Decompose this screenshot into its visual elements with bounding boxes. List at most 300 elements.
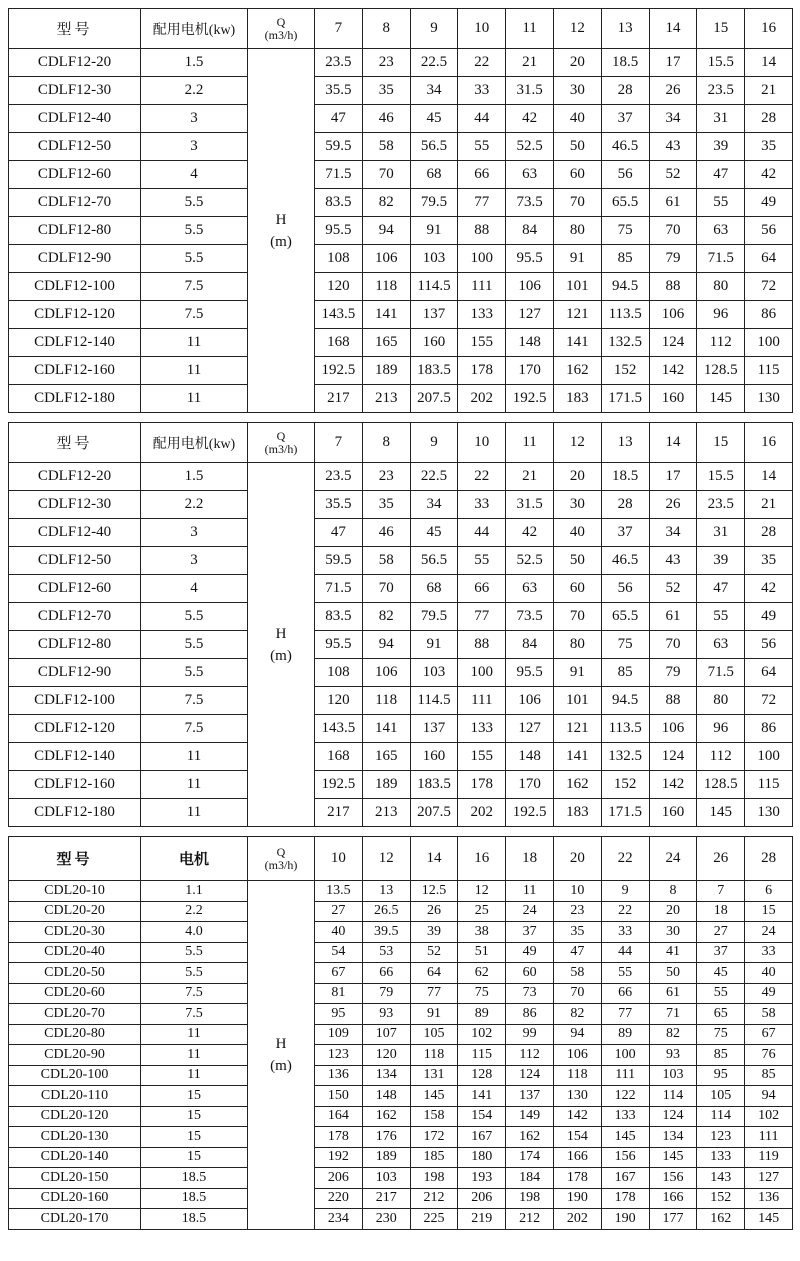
table-row bbox=[9, 217, 793, 245]
head-value-cell: 172 bbox=[410, 1127, 458, 1148]
head-value-cell: 63 bbox=[506, 575, 554, 603]
head-value-cell: 42 bbox=[745, 575, 793, 603]
head-value-cell: 94 bbox=[362, 631, 410, 659]
head-value-cell: 77 bbox=[458, 189, 506, 217]
head-value-cell: 141 bbox=[362, 301, 410, 329]
flow-symbol: Q bbox=[276, 14, 286, 29]
head-value-cell: 185 bbox=[410, 1147, 458, 1168]
head-value-cell: 160 bbox=[410, 743, 458, 771]
head-value-cell: 164 bbox=[315, 1106, 363, 1127]
head-value-cell: 192 bbox=[315, 1147, 363, 1168]
head-value-cell: 105 bbox=[697, 1086, 745, 1107]
head-value-cell: 167 bbox=[458, 1127, 506, 1148]
head-value-cell: 58 bbox=[362, 133, 410, 161]
head-value-cell: 22.5 bbox=[410, 49, 458, 77]
table-row bbox=[9, 603, 793, 631]
motor-cell: 11 bbox=[141, 743, 248, 771]
head-value-cell: 213 bbox=[362, 799, 410, 827]
motor-cell: 5.5 bbox=[141, 245, 248, 273]
model-cell: CDLF12-20 bbox=[9, 463, 141, 491]
head-value-cell: 44 bbox=[601, 942, 649, 963]
model-cell: CDL20-90 bbox=[9, 1045, 141, 1066]
head-value-cell: 106 bbox=[362, 659, 410, 687]
head-value-cell: 102 bbox=[458, 1024, 506, 1045]
head-value-cell: 162 bbox=[362, 1106, 410, 1127]
header-row bbox=[9, 423, 793, 463]
head-value-cell: 124 bbox=[649, 1106, 697, 1127]
head-value-cell: 86 bbox=[745, 301, 793, 329]
head-value-cell: 136 bbox=[745, 1188, 793, 1209]
head-value-cell: 23 bbox=[362, 463, 410, 491]
model-cell: CDL20-10 bbox=[9, 881, 141, 902]
model-cell: CDL20-120 bbox=[9, 1106, 141, 1127]
head-value-cell: 101 bbox=[553, 273, 601, 301]
head-value-cell: 54 bbox=[315, 942, 363, 963]
head-value-cell: 212 bbox=[506, 1209, 554, 1230]
head-value-cell: 61 bbox=[649, 189, 697, 217]
head-value-cell: 183.5 bbox=[410, 771, 458, 799]
head-value-cell: 47 bbox=[697, 575, 745, 603]
head-value-cell: 66 bbox=[362, 963, 410, 984]
head-value-cell: 123 bbox=[315, 1045, 363, 1066]
head-value-cell: 217 bbox=[315, 385, 363, 413]
head-value-cell: 79 bbox=[649, 659, 697, 687]
head-value-cell: 37 bbox=[697, 942, 745, 963]
head-value-cell: 113.5 bbox=[601, 715, 649, 743]
head-value-cell: 76 bbox=[745, 1045, 793, 1066]
head-value-cell: 79 bbox=[649, 245, 697, 273]
head-value-cell: 183 bbox=[553, 385, 601, 413]
head-value-cell: 100 bbox=[745, 329, 793, 357]
head-value-cell: 35.5 bbox=[315, 77, 363, 105]
head-value-cell: 96 bbox=[697, 301, 745, 329]
head-value-cell: 70 bbox=[553, 983, 601, 1004]
model-cell: CDL20-140 bbox=[9, 1147, 141, 1168]
table-row bbox=[9, 1106, 793, 1127]
head-value-cell: 145 bbox=[745, 1209, 793, 1230]
head-value-cell: 67 bbox=[315, 963, 363, 984]
flow-value-header: 11 bbox=[506, 9, 554, 49]
head-value-cell: 14 bbox=[745, 463, 793, 491]
head-value-cell: 47 bbox=[315, 519, 363, 547]
head-value-cell: 23.5 bbox=[697, 491, 745, 519]
head-value-cell: 119 bbox=[745, 1147, 793, 1168]
head-value-cell: 106 bbox=[506, 273, 554, 301]
table-row bbox=[9, 547, 793, 575]
head-value-cell: 103 bbox=[410, 245, 458, 273]
flow-value-header: 12 bbox=[362, 837, 410, 881]
head-value-cell: 22 bbox=[458, 463, 506, 491]
head-value-cell: 64 bbox=[745, 245, 793, 273]
head-value-cell: 23 bbox=[553, 901, 601, 922]
head-value-cell: 142 bbox=[553, 1106, 601, 1127]
head-value-cell: 42 bbox=[745, 161, 793, 189]
head-value-cell: 80 bbox=[553, 217, 601, 245]
head-value-cell: 102 bbox=[745, 1106, 793, 1127]
head-value-cell: 111 bbox=[458, 687, 506, 715]
flow-value-header: 20 bbox=[553, 837, 601, 881]
flow-value-header: 18 bbox=[506, 837, 554, 881]
head-value-cell: 131 bbox=[410, 1065, 458, 1086]
model-header: 型号 bbox=[9, 423, 141, 463]
head-value-cell: 10 bbox=[553, 881, 601, 902]
head-value-cell: 113.5 bbox=[601, 301, 649, 329]
head-value-cell: 137 bbox=[410, 715, 458, 743]
motor-cell: 15 bbox=[141, 1106, 248, 1127]
table-row bbox=[9, 133, 793, 161]
head-value-cell: 148 bbox=[506, 329, 554, 357]
head-value-cell: 103 bbox=[410, 659, 458, 687]
head-value-cell: 106 bbox=[506, 687, 554, 715]
head-value-cell: 128 bbox=[458, 1065, 506, 1086]
head-value-cell: 13.5 bbox=[315, 881, 363, 902]
head-value-cell: 70 bbox=[649, 217, 697, 245]
head-value-cell: 189 bbox=[362, 357, 410, 385]
head-symbol: H bbox=[275, 211, 287, 228]
head-unit: (m) bbox=[270, 1057, 292, 1074]
head-value-cell: 12 bbox=[458, 881, 506, 902]
head-value-cell: 234 bbox=[315, 1209, 363, 1230]
head-value-cell: 86 bbox=[745, 715, 793, 743]
model-cell: CDLF12-20 bbox=[9, 49, 141, 77]
model-cell: CDLF12-90 bbox=[9, 659, 141, 687]
table-row bbox=[9, 189, 793, 217]
head-value-cell: 64 bbox=[745, 659, 793, 687]
head-value-cell: 23.5 bbox=[315, 463, 363, 491]
head-value-cell: 154 bbox=[553, 1127, 601, 1148]
head-value-cell: 41 bbox=[649, 942, 697, 963]
flow-value-header: 12 bbox=[553, 9, 601, 49]
table-row bbox=[9, 1065, 793, 1086]
head-value-cell: 95 bbox=[697, 1065, 745, 1086]
head-value-cell: 156 bbox=[649, 1168, 697, 1189]
head-value-cell: 206 bbox=[458, 1188, 506, 1209]
head-value-cell: 118 bbox=[553, 1065, 601, 1086]
head-value-cell: 88 bbox=[649, 687, 697, 715]
flow-unit: (m3/h) bbox=[264, 857, 298, 872]
head-value-cell: 59.5 bbox=[315, 547, 363, 575]
motor-cell: 1.1 bbox=[141, 881, 248, 902]
head-value-cell: 37 bbox=[506, 922, 554, 943]
table-row bbox=[9, 1168, 793, 1189]
flow-value-header: 13 bbox=[601, 423, 649, 463]
flow-value-header: 11 bbox=[506, 423, 554, 463]
flow-value-header: 15 bbox=[697, 423, 745, 463]
head-value-cell: 83.5 bbox=[315, 603, 363, 631]
head-value-cell: 88 bbox=[458, 217, 506, 245]
head-value-cell: 128.5 bbox=[697, 771, 745, 799]
flow-value-header: 9 bbox=[410, 9, 458, 49]
model-cell: CDL20-170 bbox=[9, 1209, 141, 1230]
head-value-cell: 192.5 bbox=[506, 799, 554, 827]
model-cell: CDLF12-40 bbox=[9, 519, 141, 547]
head-value-cell: 118 bbox=[362, 687, 410, 715]
flow-symbol: Q bbox=[276, 428, 286, 443]
head-value-cell: 111 bbox=[745, 1127, 793, 1148]
head-value-cell: 217 bbox=[315, 799, 363, 827]
head-value-cell: 183.5 bbox=[410, 357, 458, 385]
head-value-cell: 77 bbox=[410, 983, 458, 1004]
head-value-cell: 56 bbox=[745, 631, 793, 659]
head-value-cell: 150 bbox=[315, 1086, 363, 1107]
head-value-cell: 190 bbox=[553, 1188, 601, 1209]
head-value-cell: 178 bbox=[458, 357, 506, 385]
head-value-cell: 58 bbox=[362, 547, 410, 575]
head-value-cell: 106 bbox=[649, 301, 697, 329]
model-cell: CDLF12-50 bbox=[9, 133, 141, 161]
head-value-cell: 21 bbox=[506, 463, 554, 491]
model-cell: CDLF12-120 bbox=[9, 301, 141, 329]
pump-spec-table-2 bbox=[8, 422, 793, 827]
head-value-cell: 142 bbox=[649, 771, 697, 799]
head-value-cell: 52 bbox=[649, 575, 697, 603]
head-value-cell: 62 bbox=[458, 963, 506, 984]
head-value-cell: 103 bbox=[649, 1065, 697, 1086]
motor-cell: 2.2 bbox=[141, 491, 248, 519]
head-value-cell: 51 bbox=[458, 942, 506, 963]
head-value-cell: 49 bbox=[745, 603, 793, 631]
head-value-cell: 50 bbox=[553, 547, 601, 575]
head-value-cell: 89 bbox=[601, 1024, 649, 1045]
head-value-cell: 82 bbox=[362, 189, 410, 217]
head-value-cell: 85 bbox=[745, 1065, 793, 1086]
head-value-cell: 148 bbox=[506, 743, 554, 771]
header-row bbox=[9, 9, 793, 49]
head-value-cell: 37 bbox=[601, 105, 649, 133]
motor-cell: 5.5 bbox=[141, 631, 248, 659]
head-value-cell: 23 bbox=[362, 49, 410, 77]
head-value-cell: 55 bbox=[458, 547, 506, 575]
head-value-cell: 106 bbox=[553, 1045, 601, 1066]
head-value-cell: 55 bbox=[697, 189, 745, 217]
head-value-cell: 70 bbox=[362, 575, 410, 603]
head-value-cell: 80 bbox=[697, 273, 745, 301]
motor-cell: 11 bbox=[141, 329, 248, 357]
table-row bbox=[9, 1188, 793, 1209]
flow-unit: (m3/h) bbox=[264, 27, 298, 42]
model-cell: CDL20-130 bbox=[9, 1127, 141, 1148]
model-cell: CDLF12-180 bbox=[9, 385, 141, 413]
head-value-cell: 65.5 bbox=[601, 189, 649, 217]
head-value-cell: 166 bbox=[649, 1188, 697, 1209]
flow-value-header: 16 bbox=[745, 423, 793, 463]
head-value-cell: 155 bbox=[458, 743, 506, 771]
model-cell: CDLF12-100 bbox=[9, 273, 141, 301]
head-value-cell: 61 bbox=[649, 983, 697, 1004]
head-value-cell: 24 bbox=[506, 901, 554, 922]
head-value-cell: 118 bbox=[362, 273, 410, 301]
head-value-cell: 33 bbox=[745, 942, 793, 963]
head-value-cell: 177 bbox=[649, 1209, 697, 1230]
model-cell: CDLF12-80 bbox=[9, 631, 141, 659]
head-value-cell: 124 bbox=[649, 329, 697, 357]
head-value-cell: 64 bbox=[410, 963, 458, 984]
head-value-cell: 141 bbox=[362, 715, 410, 743]
head-value-cell: 49 bbox=[745, 983, 793, 1004]
motor-cell: 15 bbox=[141, 1127, 248, 1148]
head-value-cell: 154 bbox=[458, 1106, 506, 1127]
head-value-cell: 31 bbox=[697, 105, 745, 133]
head-value-cell: 58 bbox=[553, 963, 601, 984]
head-value-cell: 165 bbox=[362, 743, 410, 771]
head-value-cell: 127 bbox=[745, 1168, 793, 1189]
head-value-cell: 35 bbox=[362, 491, 410, 519]
head-value-cell: 60 bbox=[506, 963, 554, 984]
head-value-cell: 31 bbox=[697, 519, 745, 547]
head-value-cell: 180 bbox=[458, 1147, 506, 1168]
model-header: 型号 bbox=[9, 837, 141, 881]
motor-cell: 5.5 bbox=[141, 659, 248, 687]
head-value-cell: 112 bbox=[506, 1045, 554, 1066]
head-value-cell: 71.5 bbox=[697, 245, 745, 273]
head-value-cell: 120 bbox=[315, 687, 363, 715]
head-value-cell: 155 bbox=[458, 329, 506, 357]
head-value-cell: 37 bbox=[601, 519, 649, 547]
head-value-cell: 230 bbox=[362, 1209, 410, 1230]
table-row bbox=[9, 273, 793, 301]
head-value-cell: 13 bbox=[362, 881, 410, 902]
head-value-cell: 137 bbox=[506, 1086, 554, 1107]
flow-value-header: 15 bbox=[697, 9, 745, 49]
head-value-cell: 40 bbox=[315, 922, 363, 943]
model-cell: CDLF12-90 bbox=[9, 245, 141, 273]
motor-cell: 11 bbox=[141, 1065, 248, 1086]
head-value-cell: 52 bbox=[410, 942, 458, 963]
head-value-cell: 94 bbox=[362, 217, 410, 245]
head-value-cell: 145 bbox=[649, 1147, 697, 1168]
head-value-cell: 132.5 bbox=[601, 743, 649, 771]
head-value-cell: 171.5 bbox=[601, 385, 649, 413]
model-cell: CDLF12-50 bbox=[9, 547, 141, 575]
table-row bbox=[9, 631, 793, 659]
motor-cell: 5.5 bbox=[141, 217, 248, 245]
head-value-cell: 134 bbox=[362, 1065, 410, 1086]
model-cell: CDLF12-140 bbox=[9, 329, 141, 357]
head-value-cell: 162 bbox=[506, 1127, 554, 1148]
head-value-cell: 52.5 bbox=[506, 547, 554, 575]
head-value-cell: 91 bbox=[410, 217, 458, 245]
head-value-cell: 23.5 bbox=[315, 49, 363, 77]
head-value-cell: 162 bbox=[553, 771, 601, 799]
flow-value-header: 14 bbox=[649, 9, 697, 49]
head-value-cell: 24 bbox=[745, 922, 793, 943]
head-value-cell: 189 bbox=[362, 771, 410, 799]
head-value-cell: 40 bbox=[745, 963, 793, 984]
head-value-cell: 88 bbox=[458, 631, 506, 659]
head-value-cell: 213 bbox=[362, 385, 410, 413]
head-value-cell: 28 bbox=[745, 105, 793, 133]
header-row bbox=[9, 837, 793, 881]
model-cell: CDLF12-180 bbox=[9, 799, 141, 827]
head-value-cell: 202 bbox=[458, 799, 506, 827]
head-value-cell: 35 bbox=[553, 922, 601, 943]
model-cell: CDL20-70 bbox=[9, 1004, 141, 1025]
head-value-cell: 145 bbox=[697, 385, 745, 413]
head-value-cell: 45 bbox=[697, 963, 745, 984]
head-value-cell: 192.5 bbox=[315, 357, 363, 385]
flow-unit-header bbox=[248, 837, 315, 881]
head-unit-cell bbox=[248, 881, 315, 1230]
head-value-cell: 45 bbox=[410, 519, 458, 547]
head-value-cell: 112 bbox=[697, 743, 745, 771]
head-value-cell: 72 bbox=[745, 273, 793, 301]
table-row bbox=[9, 1086, 793, 1107]
head-value-cell: 73.5 bbox=[506, 603, 554, 631]
table-row bbox=[9, 799, 793, 827]
head-value-cell: 38 bbox=[458, 922, 506, 943]
motor-cell: 7.5 bbox=[141, 983, 248, 1004]
head-value-cell: 105 bbox=[410, 1024, 458, 1045]
head-value-cell: 85 bbox=[697, 1045, 745, 1066]
table-row bbox=[9, 1004, 793, 1025]
flow-value-header: 7 bbox=[315, 9, 363, 49]
motor-cell: 7.5 bbox=[141, 273, 248, 301]
head-value-cell: 136 bbox=[315, 1065, 363, 1086]
head-value-cell: 95.5 bbox=[315, 631, 363, 659]
head-value-cell: 26 bbox=[649, 491, 697, 519]
motor-cell: 5.5 bbox=[141, 189, 248, 217]
head-unit-cell bbox=[248, 49, 315, 413]
head-value-cell: 68 bbox=[410, 575, 458, 603]
head-value-cell: 85 bbox=[601, 659, 649, 687]
head-value-cell: 81 bbox=[315, 983, 363, 1004]
head-value-cell: 190 bbox=[601, 1209, 649, 1230]
motor-header: 配用电机(kw) bbox=[141, 9, 248, 49]
head-value-cell: 18.5 bbox=[601, 463, 649, 491]
head-value-cell: 65.5 bbox=[601, 603, 649, 631]
head-value-cell: 95.5 bbox=[506, 245, 554, 273]
model-cell: CDL20-150 bbox=[9, 1168, 141, 1189]
head-value-cell: 34 bbox=[649, 519, 697, 547]
head-value-cell: 133 bbox=[601, 1106, 649, 1127]
motor-cell: 4 bbox=[141, 161, 248, 189]
head-value-cell: 43 bbox=[649, 547, 697, 575]
head-value-cell: 89 bbox=[458, 1004, 506, 1025]
head-value-cell: 50 bbox=[553, 133, 601, 161]
motor-cell: 4 bbox=[141, 575, 248, 603]
head-value-cell: 82 bbox=[362, 603, 410, 631]
head-value-cell: 189 bbox=[362, 1147, 410, 1168]
head-value-cell: 207.5 bbox=[410, 385, 458, 413]
head-value-cell: 118 bbox=[410, 1045, 458, 1066]
head-value-cell: 22 bbox=[458, 49, 506, 77]
model-cell: CDLF12-100 bbox=[9, 687, 141, 715]
head-value-cell: 28 bbox=[745, 519, 793, 547]
head-value-cell: 94 bbox=[553, 1024, 601, 1045]
flow-unit-header bbox=[248, 9, 315, 49]
head-value-cell: 109 bbox=[315, 1024, 363, 1045]
motor-cell: 5.5 bbox=[141, 942, 248, 963]
head-value-cell: 160 bbox=[649, 799, 697, 827]
head-value-cell: 100 bbox=[601, 1045, 649, 1066]
head-unit: (m) bbox=[270, 233, 292, 250]
flow-value-header: 7 bbox=[315, 423, 363, 463]
motor-cell: 1.5 bbox=[141, 463, 248, 491]
flow-value-header: 28 bbox=[745, 837, 793, 881]
table-row bbox=[9, 301, 793, 329]
head-value-cell: 27 bbox=[315, 901, 363, 922]
head-value-cell: 178 bbox=[458, 771, 506, 799]
head-value-cell: 100 bbox=[745, 743, 793, 771]
head-value-cell: 27 bbox=[697, 922, 745, 943]
motor-cell: 11 bbox=[141, 357, 248, 385]
head-value-cell: 21 bbox=[506, 49, 554, 77]
head-value-cell: 12.5 bbox=[410, 881, 458, 902]
table-row bbox=[9, 771, 793, 799]
head-value-cell: 77 bbox=[601, 1004, 649, 1025]
motor-cell: 5.5 bbox=[141, 603, 248, 631]
head-value-cell: 20 bbox=[553, 463, 601, 491]
